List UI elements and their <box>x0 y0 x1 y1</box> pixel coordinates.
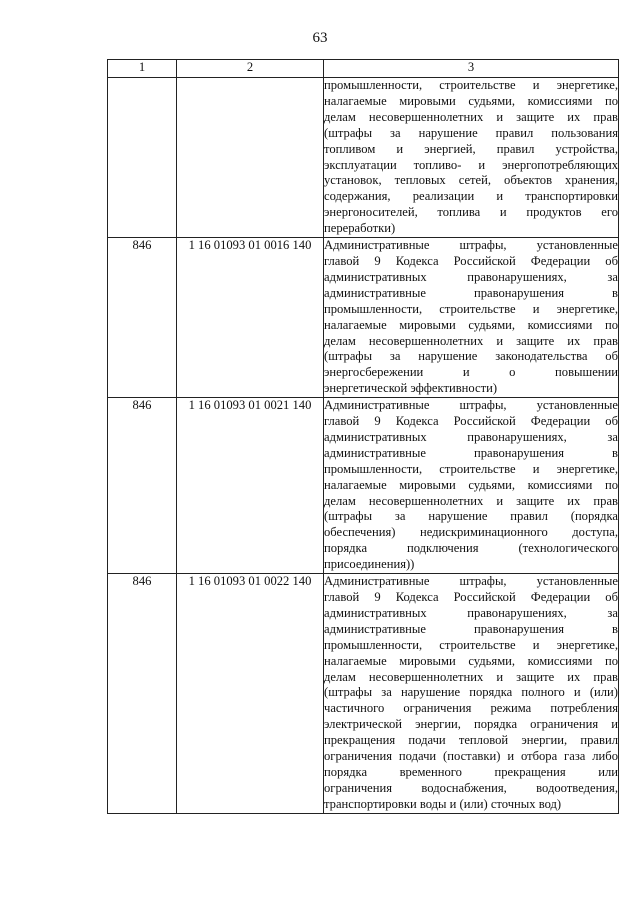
description-line: налагаемые мировыми судьями, комиссиями по <box>324 653 618 668</box>
description-line: обеспечения) недискриминационного доступа, <box>324 525 618 540</box>
table-row <box>108 398 619 574</box>
budget-classification-code-cell <box>177 78 324 238</box>
description-line: административные правонарушения в <box>324 621 618 636</box>
description-line: административных правонарушениях, за <box>324 429 618 444</box>
description-cell <box>324 398 619 574</box>
description-line: главой 9 Кодекса Российской Федерации об <box>324 414 618 429</box>
description-line: налагаемые мировыми судьями, комиссиями по <box>324 317 618 332</box>
description-line: административных правонарушениях, за <box>324 605 618 620</box>
description-line: главой 9 Кодекса Российской Федерации об <box>324 590 618 604</box>
admin-code-cell: 846 <box>108 574 177 814</box>
description-cell <box>324 574 619 814</box>
description-line: Административные штрафы, установленные <box>324 398 618 413</box>
description-line: промышленности, строительстве и энергетике, <box>324 78 618 92</box>
table-row <box>108 78 619 238</box>
table-header-row <box>108 60 619 78</box>
description-line: делам несовершеннолетних и защите их прав <box>324 333 618 348</box>
description-line: ограничения подачи (поставки) и отбора газа либо <box>324 749 618 764</box>
header-column-3: 3 <box>324 60 619 78</box>
description-line: промышленности, строительстве и энергетике, <box>324 301 618 316</box>
description-line: административных правонарушениях, за <box>324 269 618 284</box>
description-cell <box>324 78 619 238</box>
table-row <box>108 238 619 398</box>
description-line: энергетической эффективности) <box>324 381 498 396</box>
description-line: энергоносителей, топлива и продуктов его <box>324 205 618 220</box>
admin-code-cell <box>108 78 177 238</box>
description-line: административные правонарушения в <box>324 445 618 460</box>
table-row <box>108 574 619 814</box>
header-column-2: 2 <box>177 60 324 78</box>
description-line: порядка подключения (технологического <box>324 541 618 556</box>
admin-code-cell: 846 <box>108 398 177 574</box>
fees-table <box>107 59 619 814</box>
description-line: переработки) <box>324 221 396 236</box>
description-line: содержания, реализации и транспортировки <box>324 189 618 204</box>
page-number: 63 <box>312 30 328 46</box>
description-line: промышленности, строительстве и энергетике, <box>324 461 618 476</box>
description-line: делам несовершеннолетних и защите их прав <box>324 109 618 124</box>
budget-classification-code-cell: 1 16 01093 01 0022 140 <box>177 574 324 814</box>
description-line: налагаемые мировыми судьями, комиссиями по <box>324 93 618 108</box>
description-line: Административные штрафы, установленные <box>324 238 618 253</box>
description-line: главой 9 Кодекса Российской Федерации об <box>324 253 618 268</box>
description-line: (штрафы за нарушение правил пользования <box>324 125 618 140</box>
admin-code-cell: 846 <box>108 238 177 398</box>
description-line: (штрафы за нарушение правил (порядка <box>324 509 618 524</box>
description-line: эксплуатации топливо- и энергопотребляющих <box>324 157 618 172</box>
description-line: Административные штрафы, установленные <box>324 574 618 589</box>
description-line: энергосбережении и о повышении <box>324 365 618 380</box>
budget-classification-code-cell: 1 16 01093 01 0016 140 <box>177 238 324 398</box>
description-line: транспортировки воды и (или) сточных вод) <box>324 796 562 811</box>
header-column-1: 1 <box>108 60 177 78</box>
description-line: присоединения)) <box>324 557 415 572</box>
description-line: частичного ограничения режима потребления <box>324 701 618 716</box>
budget-classification-code-cell: 1 16 01093 01 0021 140 <box>177 398 324 574</box>
description-line: налагаемые мировыми судьями, комиссиями по <box>324 477 618 492</box>
description-line: делам несовершеннолетних и защите их прав <box>324 493 618 508</box>
description-line: административные правонарушения в <box>324 285 618 300</box>
description-line: промышленности, строительстве и энергетике, <box>324 637 618 652</box>
description-line: топливом и энергией, правил устройства, <box>324 141 618 156</box>
description-line: установок, тепловых сетей, объектов хранения, <box>324 173 618 188</box>
description-line: (штрафы за нарушение порядка полного и (или) <box>324 685 618 700</box>
description-line: порядка временного прекращения или <box>324 764 618 779</box>
description-line: делам несовершеннолетних и защите их прав <box>324 669 618 684</box>
description-line: (штрафы за нарушение законодательства об <box>324 349 618 364</box>
description-cell <box>324 238 619 398</box>
description-line: электрической энергии, порядка ограничения и <box>324 717 618 732</box>
description-line: прекращения подачи тепловой энергии, правил <box>324 733 618 748</box>
description-line: ограничения водоснабжения, водоотведения, <box>324 780 618 795</box>
